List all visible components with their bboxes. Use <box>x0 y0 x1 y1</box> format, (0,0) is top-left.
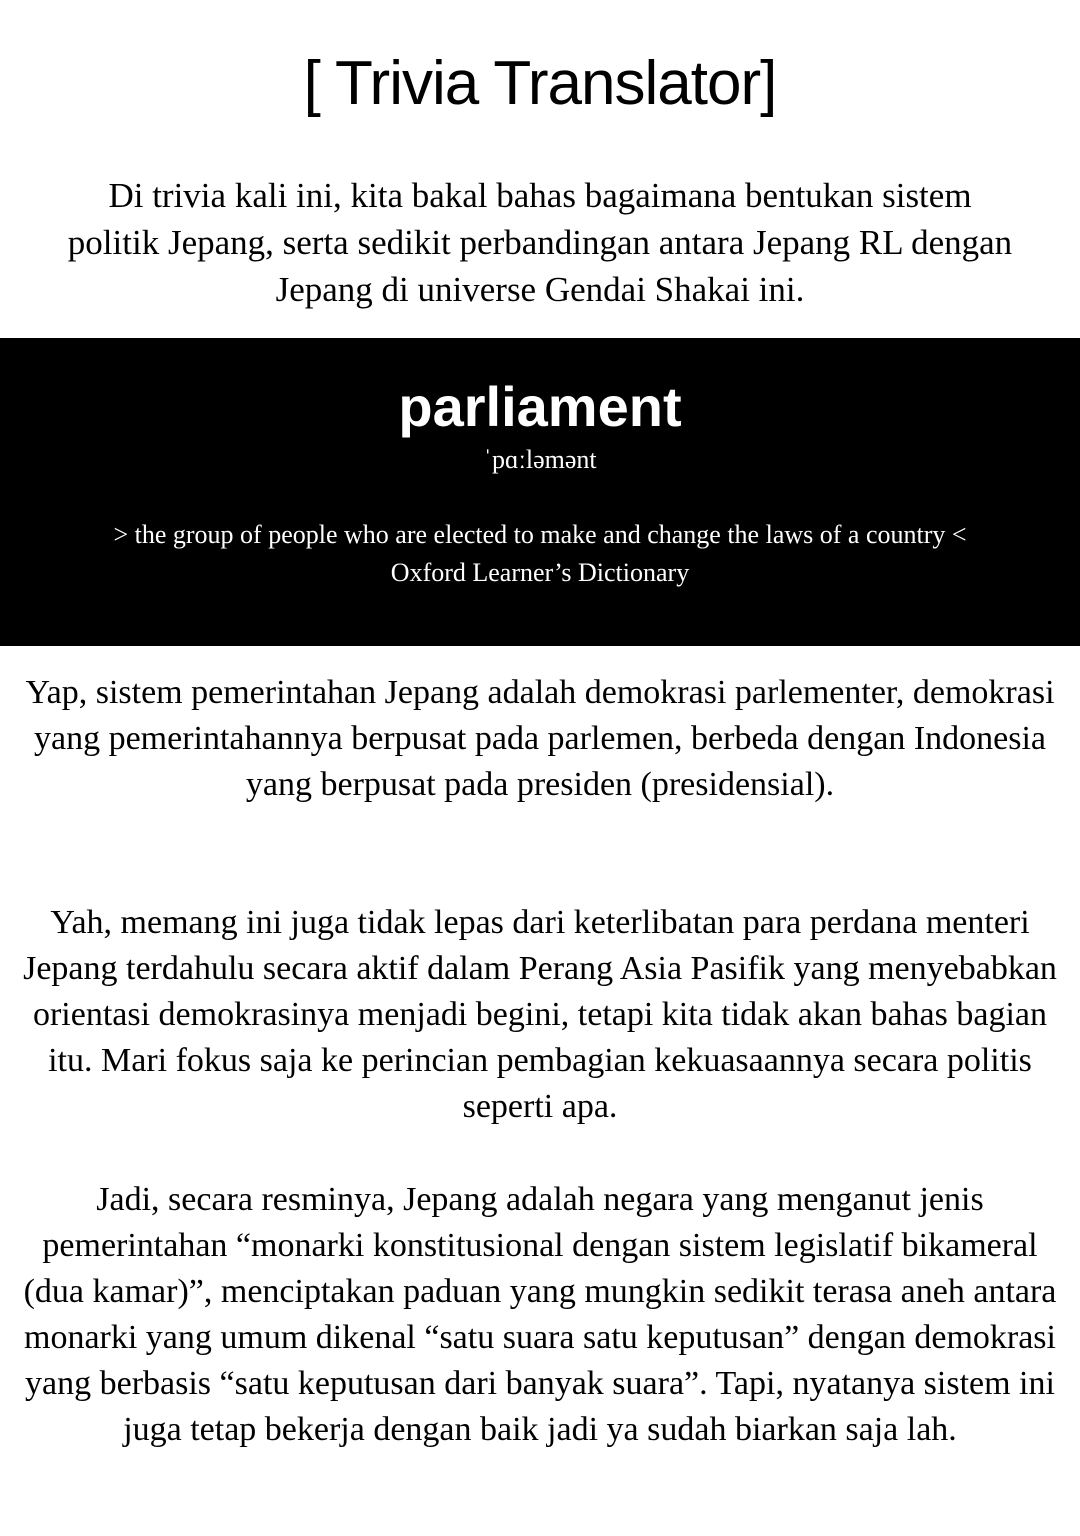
intro-paragraph: Di trivia kali ini, kita bakal bahas bagaimana bentukan sistem politik Jepang, serta sedikit perbandingan antara Jepang RL dengan Jepang di universe Gendai Shakai ini. <box>67 176 1013 309</box>
body-paragraph-3: Jadi, secara resminya, Jepang adalah negara yang menganut jenis pemerintahan “monarki konstitusional dengan sistem legislatif bikameral (dua kamar)”, menciptakan paduan yang mungkin sedikit terasa aneh antara monarki yang umum dikenal “satu suara satu keputusan” dengan demokrasi yang berbasis “satu keputusan dari banyak suara”. Tapi, nyatanya sistem ini juga tetap bekerja dengan baik jadi ya sudah biarkan saja lah. <box>23 1181 1057 1448</box>
definition-meaning: > the group of people who are elected to make and change the laws of a country < <box>113 520 967 549</box>
definition-card <box>0 338 1080 646</box>
definition-source: Oxford Learner’s Dictionary <box>390 558 690 587</box>
body-paragraph-2: Yah, memang ini juga tidak lepas dari keterlibatan para perdana menteri Jepang terdahulu secara aktif dalam Perang Asia Pasifik yang menyebabkan orientasi demokrasinya menjadi begini, tetapi kita tidak akan bahas bagian itu. Mari fokus saja ke perincian pembagian kekuasaannya secara politis seperti apa. <box>23 904 1057 1125</box>
page-title: [ Trivia Translator] <box>303 49 777 118</box>
definition-term: parliament <box>398 375 682 438</box>
body-paragraph-1: Yap, sistem pemerintahan Jepang adalah demokrasi parlementer, demokrasi yang pemerintahannya berpusat pada parlemen, berbeda dengan Indonesia yang berpusat pada presiden (presidensial). <box>25 674 1055 803</box>
definition-phonetic: ˈpɑːləmənt <box>483 445 597 474</box>
